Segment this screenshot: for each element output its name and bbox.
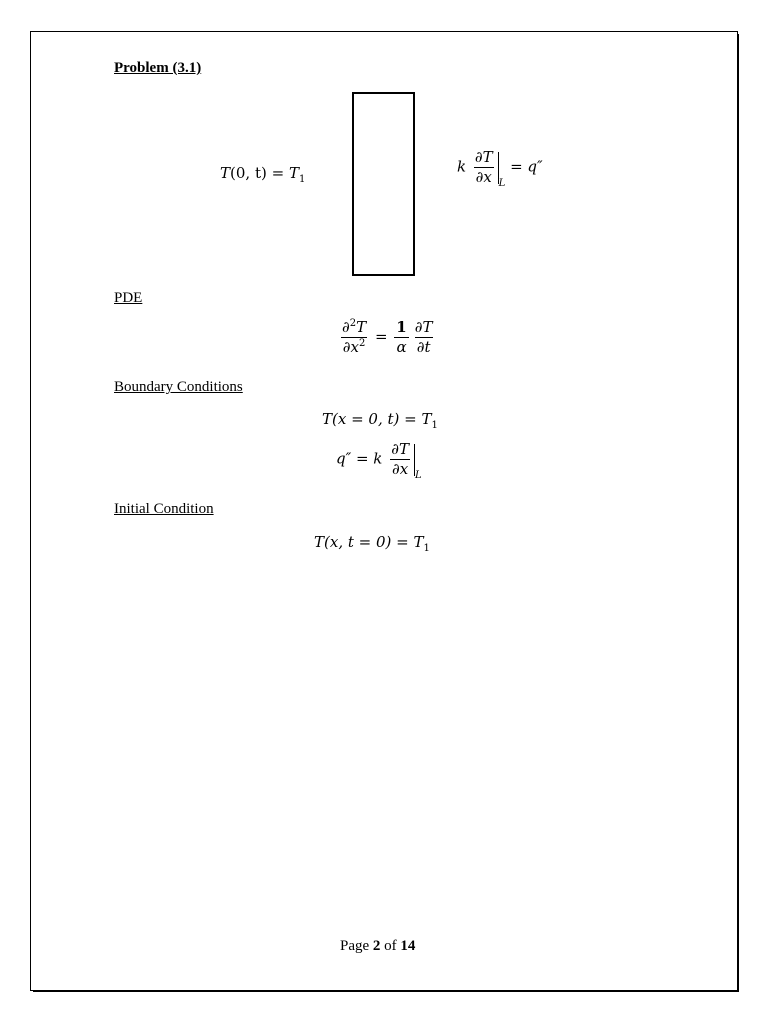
bc2-eval-sub: L [414,469,422,481]
pde-lhs-num-sup: 2 [349,318,357,329]
pde-lhs-partial: ∂ [342,318,350,336]
right-bc-rhs: q″ [527,157,543,176]
pde-rhs-fraction [413,320,435,355]
pde-coeff-num: 1 [396,318,407,336]
pde-lhs-den-text: ∂x [342,338,359,356]
bc2-equation [336,440,422,481]
pde-lhs-num-T: T [356,318,367,336]
pde-coeff-den: α [396,338,407,356]
right-bc-eval-sub: L [498,177,506,189]
problem-title: Problem (3.1) [114,60,202,76]
pde-lhs-den [341,337,368,355]
left-bc-eq: = [271,164,285,182]
ic-rhs-T: T [413,533,424,551]
bc-heading: Boundary Conditions [114,379,243,395]
bc1-equation [322,410,438,431]
right-bc-den: ∂x [475,168,492,186]
pde-equation [338,320,437,355]
right-bc-k: k [457,157,467,176]
left-bc-rhs-T: T [288,164,299,182]
pde-coeff-fraction [394,320,408,355]
bc1-rhs-sub: 1 [431,420,438,431]
right-bc-num: ∂T [474,148,493,166]
footer-page-num: 2 [372,938,381,954]
pde-eq: = [374,327,388,346]
bc2-den: ∂x [391,460,409,478]
right-bc-fraction [473,150,495,185]
ic-rhs-sub: 1 [423,543,430,554]
page-footer [340,938,415,955]
left-bc-args: (0, t) [230,164,267,182]
pde-rhs-num: ∂T [414,318,433,336]
pde-rhs-den: ∂t [416,338,431,356]
pde-heading: PDE [114,290,143,306]
ic-heading: Initial Condition [114,501,214,517]
footer-page-word: Page [340,938,370,954]
bc2-num: ∂T [391,440,409,458]
left-bc-T: T [220,164,231,182]
diagram-right-bc [457,148,543,189]
diagram-left-bc [220,164,306,185]
bc1-text: T(x = 0, t) = [322,410,417,428]
pde-lhs-num [340,320,368,337]
right-bc-eq: = [510,157,523,176]
bc2-lhs: q″ = k [336,449,383,468]
footer-total-pages: 14 [400,938,416,954]
bc1-rhs-T: T [421,410,432,428]
slab-diagram [352,92,415,276]
ic-equation [314,533,430,554]
footer-of-word: of [384,938,397,954]
left-bc-rhs-sub: 1 [298,174,306,185]
pde-lhs-den-sup: 2 [359,338,366,349]
ic-text: T(x, t = 0) = [314,533,409,551]
pde-lhs-fraction [340,320,368,355]
bc2-fraction [389,442,411,477]
